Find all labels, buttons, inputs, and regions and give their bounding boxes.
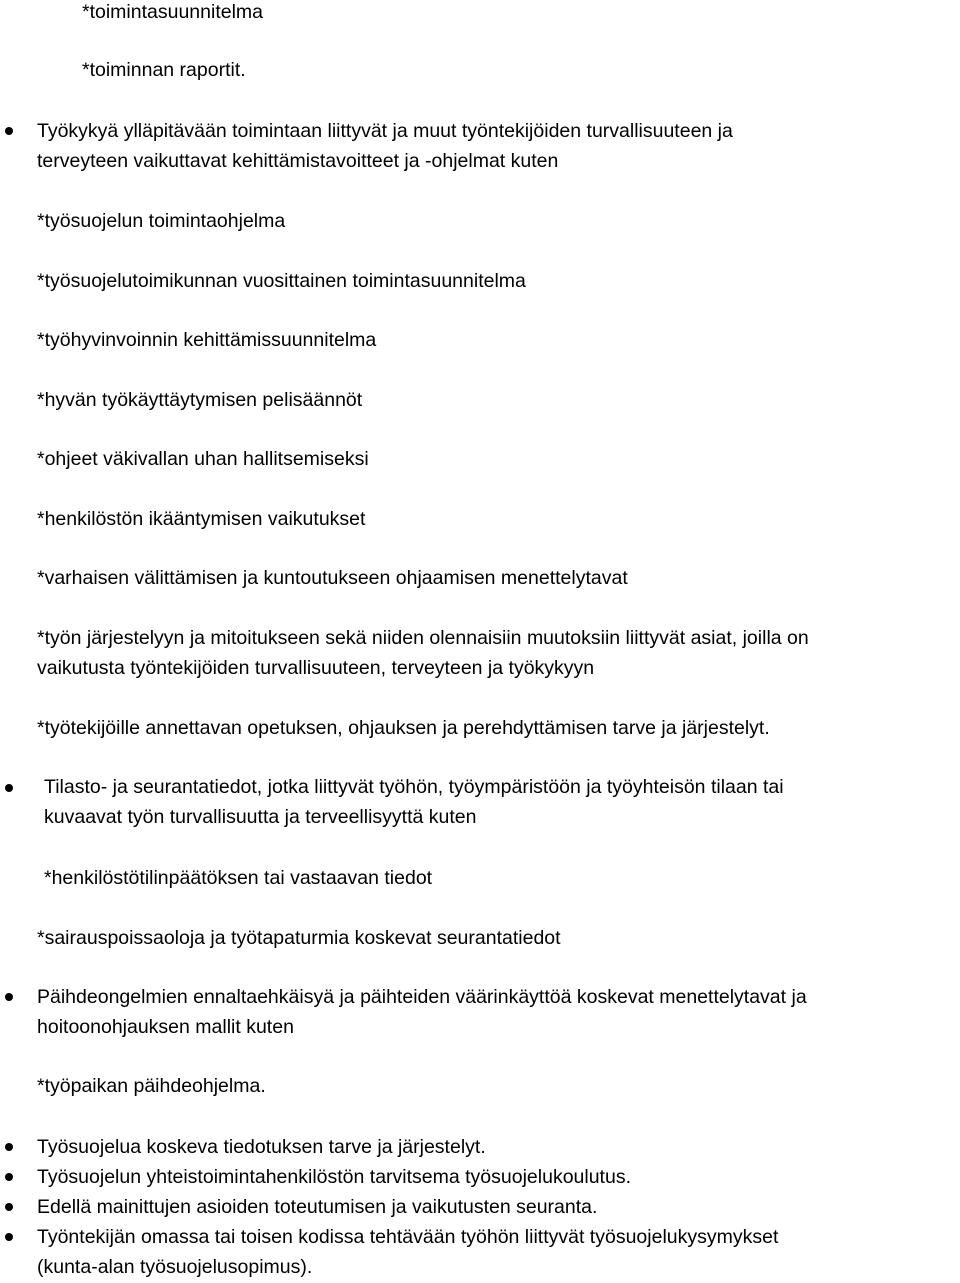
- intro-line: *toimintasuunnitelma: [82, 1, 264, 23]
- bullet-icon: [5, 993, 13, 1001]
- bullet-icon: [5, 127, 13, 135]
- bullet-icon: [5, 1203, 13, 1211]
- section1-item: *varhaisen välittämisen ja kuntoutukseen ohjaamisen menettelytavat: [37, 567, 628, 589]
- section1-item: *työsuojelun toimintaohjelma: [37, 210, 286, 232]
- section2-item: *sairauspoissaoloja ja työtapaturmia koskevat seurantatiedot: [37, 927, 561, 949]
- section1-item: *ohjeet väkivallan uhan hallitsemiseksi: [37, 448, 369, 470]
- section1-text-line: terveyteen vaikuttavat kehittämistavoitteet ja -ohjelmat kuten: [37, 150, 559, 172]
- section1-item: *henkilöstön ikääntymisen vaikutukset: [37, 508, 366, 530]
- final-bullet-text: Työntekijän omassa tai toisen kodissa tehtävään työhön liittyvät työsuojelukysymykset: [37, 1226, 779, 1248]
- section3-text-line: hoitoonohjauksen mallit kuten: [37, 1016, 294, 1038]
- section2-text-line: Tilasto- ja seurantatiedot, jotka liittyvät työhön, työympäristöön ja työyhteisön tilaan tai: [44, 776, 784, 798]
- section1-item: *työn järjestelyyn ja mitoitukseen sekä niiden olennaisiin muutoksiin liittyvät asiat, joilla on: [37, 627, 809, 649]
- bullet-icon: [5, 1143, 13, 1151]
- intro-line: *toiminnan raportit.: [82, 59, 246, 81]
- section1-item: *työhyvinvoinnin kehittämissuunnitelma: [37, 329, 377, 351]
- section1-item: *hyvän työkäyttäytymisen pelisäännöt: [37, 389, 363, 411]
- section1-item: *työtekijöille annettavan opetuksen, ohjauksen ja perehdyttämisen tarve ja järjestelyt.: [37, 717, 770, 739]
- section3-text-line: Päihdeongelmien ennaltaehkäisyä ja päihteiden väärinkäyttöä koskevat menettelytavat ja: [37, 986, 807, 1008]
- bullet-icon: [5, 1173, 13, 1181]
- bullet-icon: [5, 1233, 13, 1241]
- final-bullet-text: Edellä mainittujen asioiden toteutumisen ja vaikutusten seuranta.: [37, 1196, 598, 1218]
- section1-item: *työsuojelutoimikunnan vuosittainen toimintasuunnitelma: [37, 270, 526, 292]
- section1-item: vaikutusta työntekijöiden turvallisuuteen, terveyteen ja työkykyyn: [37, 657, 595, 679]
- bullet-icon: [5, 784, 13, 792]
- section3-item: *työpaikan päihdeohjelma.: [37, 1075, 266, 1097]
- final-bullet-text: Työsuojelua koskeva tiedotuksen tarve ja järjestelyt.: [37, 1136, 486, 1158]
- final-bullet-text: (kunta-alan työsuojelusopimus).: [37, 1256, 313, 1278]
- section1-text-line: Työkykyä ylläpitävään toimintaan liittyvät ja muut työntekijöiden turvallisuuteen ja: [37, 120, 733, 142]
- section2-text-line: kuvaavat työn turvallisuutta ja terveellisyyttä kuten: [44, 806, 477, 828]
- final-bullet-text: Työsuojelun yhteistoimintahenkilöstön tarvitsema työsuojelukoulutus.: [37, 1166, 631, 1188]
- section2-item: *henkilöstötilinpäätöksen tai vastaavan tiedot: [44, 867, 433, 889]
